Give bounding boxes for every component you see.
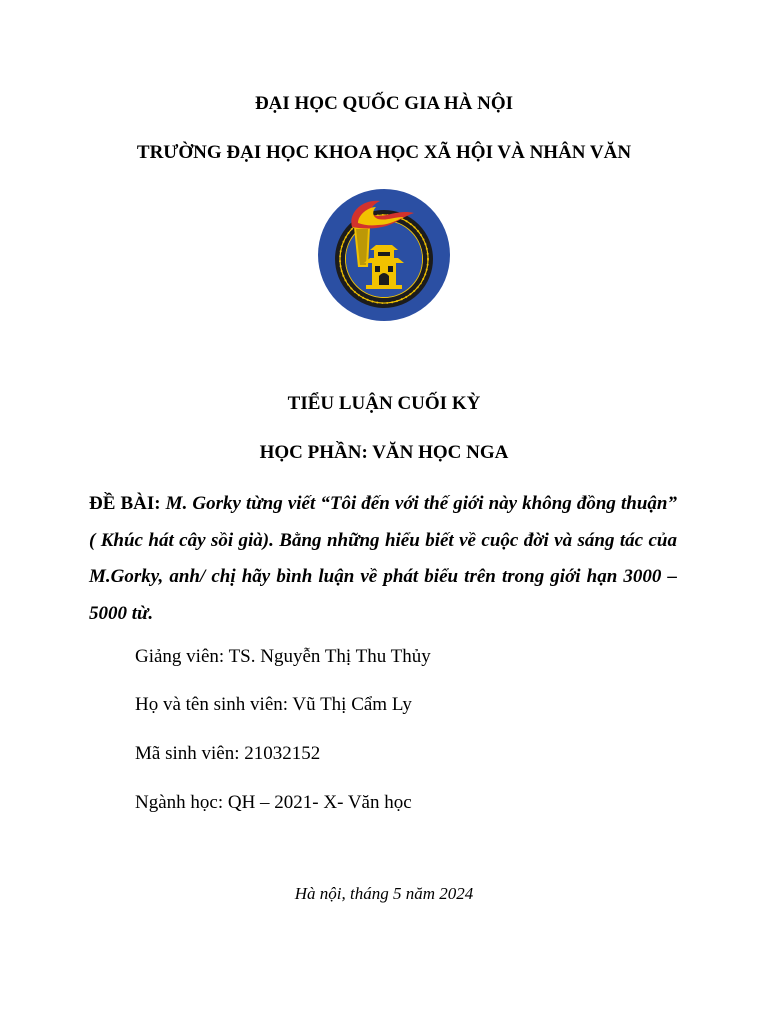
student-id-info: Mã sinh viên: 21032152: [135, 743, 321, 764]
essay-type-title: TIỂU LUẬN CUỐI KỲ: [287, 393, 481, 414]
lecturer-info: Giảng viên: TS. Nguyễn Thị Thu Thủy: [135, 646, 431, 667]
student-name-info: Họ và tên sinh viên: Vũ Thị Cẩm Ly: [135, 694, 412, 715]
course-title: HỌC PHẦN: VĂN HỌC NGA: [259, 442, 509, 463]
prompt-text: M. Gorky từng viết “Tôi đến với thế giới này không đồng thuận” ( Khúc hát cây sồi già). Bằng những hiểu biết về cuộc đời và sáng tác của M.Gorky, anh/ chị hãy bình luận về phát biểu trên trong giới hạn 3000 – 5000 từ.: [89, 493, 677, 624]
university-name: ĐẠI HỌC QUỐC GIA HÀ NỘI: [254, 93, 514, 114]
school-name: TRƯỜNG ĐẠI HỌC KHOA HỌC XÃ HỘI VÀ NHÂN VĂN: [136, 142, 632, 163]
essay-prompt: [89, 486, 677, 632]
major-info: Ngành học: QH – 2021- X- Văn học: [135, 792, 412, 813]
place-date: Hà nội, tháng 5 năm 2024: [294, 884, 474, 903]
university-emblem-icon: [318, 189, 450, 321]
prompt-label: ĐỀ BÀI:: [89, 493, 166, 514]
